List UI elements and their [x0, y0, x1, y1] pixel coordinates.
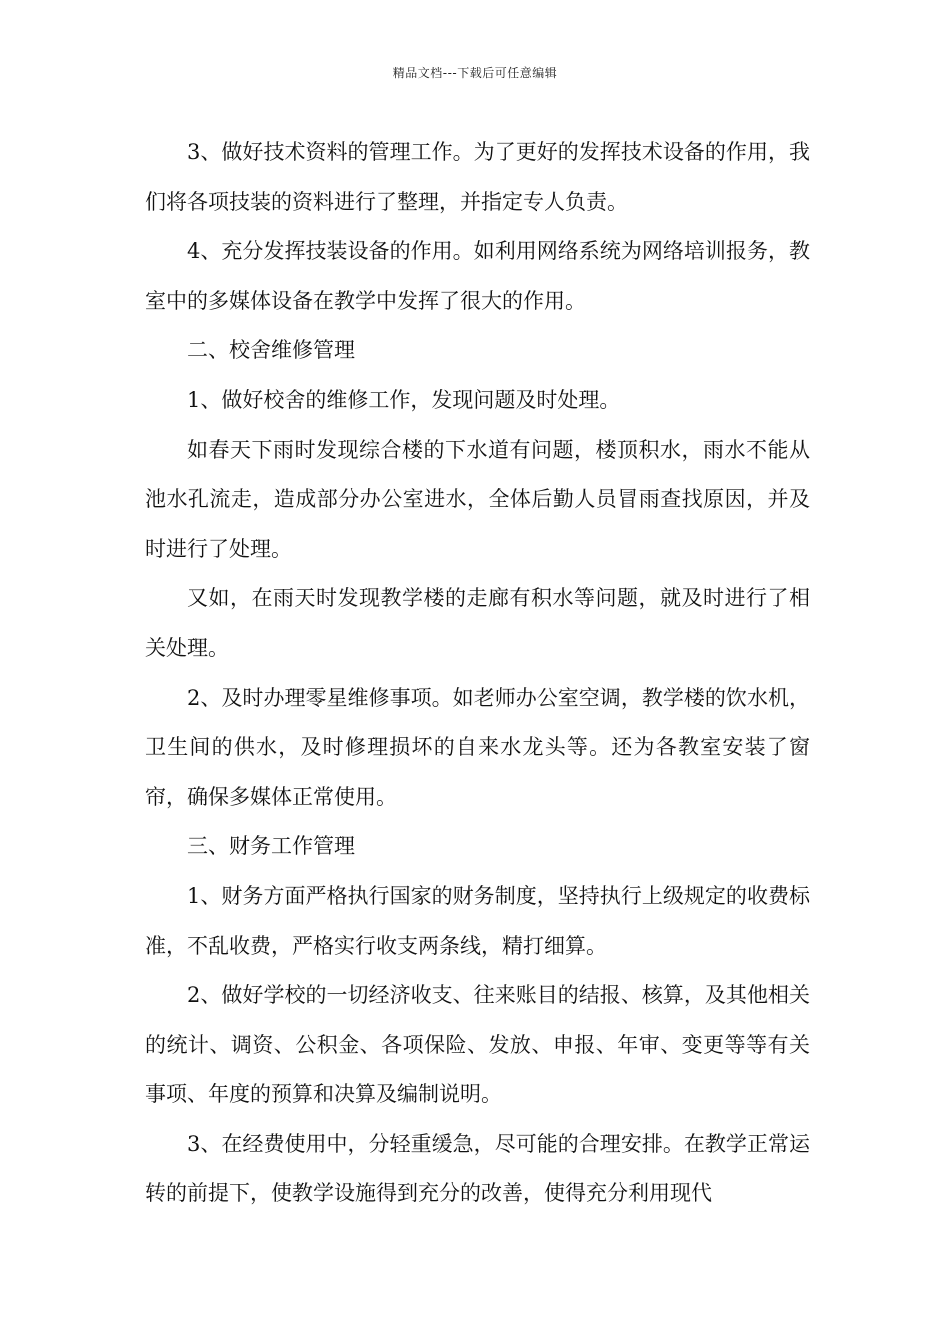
page-header: 精品文档---下载后可任意编辑 — [392, 66, 558, 80]
paragraph-accounts: 2、做好学校的一切经济收支、往来账目的结报、核算，及其他相关的统计、调资、公积金、各项保险、发放、申报、年审、变更等等有关事项、年度的预算和决算及编制说明。 — [145, 983, 810, 1107]
paragraph-spring-rain: 如春天下雨时发现综合楼的下水道有问题，楼顶积水，雨水不能从池水孔流走，造成部分办公室进水，全体后勤人员冒雨查找原因，并及时进行了处理。 — [145, 437, 810, 561]
section-heading-building-maintenance: 二、校舍维修管理 — [187, 338, 355, 363]
paragraph-finance-rules: 1、财务方面严格执行国家的财务制度，坚持执行上级规定的收费标准，不乱收费，严格实行收支两条线，精打细算。 — [145, 883, 810, 958]
paragraph-minor-repairs: 2、及时办理零星维修事项。如老师办公室空调，教学楼的饮水机，卫生间的供水，及时修理损坏的自来水龙头等。还为各教室安装了窗帘，确保多媒体正常使用。 — [145, 685, 810, 809]
paragraph-corridor-water: 又如，在雨天时发现教学楼的走廊有积水等问题，就及时进行了相关处理。 — [145, 586, 810, 660]
paragraph-maintenance-work: 1、做好校舍的维修工作，发现问题及时处理。 — [187, 387, 621, 412]
paragraph-tech-docs: 3、做好技术资料的管理工作。为了更好的发挥技术设备的作用，我们将各项技装的资料进行了整理，并指定专人负责。 — [145, 140, 810, 214]
section-heading-finance: 三、财务工作管理 — [187, 834, 355, 859]
paragraph-funding-use: 3、在经费使用中，分轻重缓急，尽可能的合理安排。在教学正常运转的前提下，使教学设施得到充分的改善，使得充分利用现代 — [145, 1131, 810, 1206]
paragraph-tech-equipment: 4、充分发挥技装设备的作用。如利用网络系统为网络培训报务，教室中的多媒体设备在教学中发挥了很大的作用。 — [145, 239, 810, 313]
document-body — [145, 128, 810, 1219]
